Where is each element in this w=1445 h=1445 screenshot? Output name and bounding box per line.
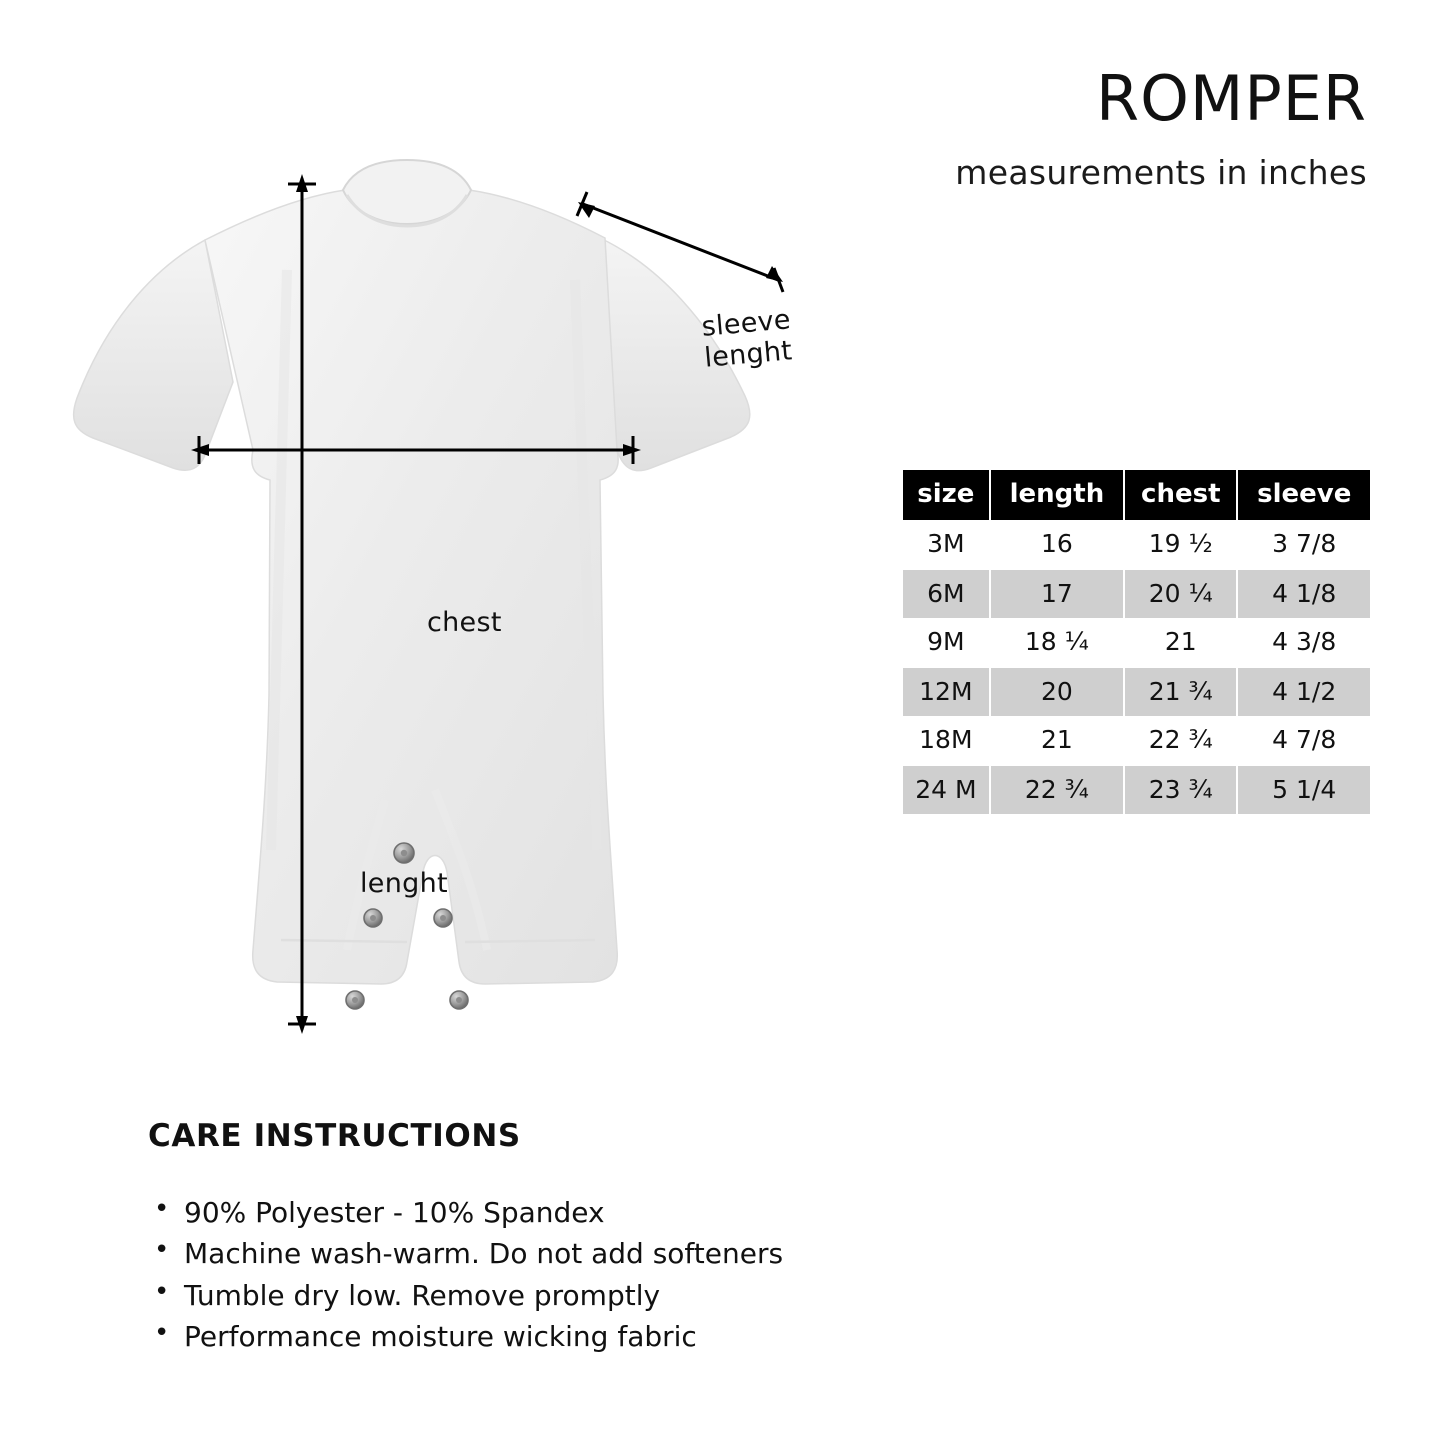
cell-chest: 20 ¼ <box>1124 569 1237 618</box>
cell-sleeve: 3 7/8 <box>1237 520 1370 569</box>
list-item: • 90% Polyester - 10% Spandex <box>148 1192 908 1233</box>
cell-chest: 21 <box>1124 618 1237 667</box>
cell-length: 22 ¾ <box>990 765 1124 814</box>
size-chart <box>903 470 1370 814</box>
cell-chest: 22 ¾ <box>1124 716 1237 765</box>
cell-sleeve: 4 3/8 <box>1237 618 1370 667</box>
cell-length: 20 <box>990 667 1124 716</box>
sleeve-label-line1: sleeve <box>700 304 793 343</box>
cell-chest: 19 ½ <box>1124 520 1237 569</box>
cell-sleeve: 4 1/8 <box>1237 569 1370 618</box>
table-row <box>903 569 1370 618</box>
page-title: ROMPER <box>1095 62 1367 135</box>
romper-illustration <box>55 150 865 1050</box>
romper-svg <box>55 150 865 1050</box>
cell-sleeve: 4 1/2 <box>1237 667 1370 716</box>
cell-sleeve: 4 7/8 <box>1237 716 1370 765</box>
table-row <box>903 716 1370 765</box>
cell-length: 18 ¼ <box>990 618 1124 667</box>
cell-chest: 21 ¾ <box>1124 667 1237 716</box>
sleeve-measure-label <box>700 304 794 374</box>
care-instructions <box>148 1118 908 1358</box>
cell-chest: 23 ¾ <box>1124 765 1237 814</box>
care-instructions-heading: CARE INSTRUCTIONS <box>148 1118 521 1154</box>
cell-size: 12M <box>903 667 990 716</box>
page-subtitle: measurements in inches <box>955 153 1367 193</box>
column-header-size: size <box>903 470 990 520</box>
cell-size: 18M <box>903 716 990 765</box>
cell-size: 9M <box>903 618 990 667</box>
table-row <box>903 520 1370 569</box>
list-item: • Machine wash-warm. Do not add softeners <box>148 1233 908 1274</box>
cell-sleeve: 5 1/4 <box>1237 765 1370 814</box>
cell-length: 21 <box>990 716 1124 765</box>
column-header-chest: chest <box>1124 470 1237 520</box>
size-chart-table <box>903 470 1370 814</box>
table-row <box>903 667 1370 716</box>
cell-size: 6M <box>903 569 990 618</box>
table-header-row <box>903 470 1370 520</box>
cell-size: 24 M <box>903 765 990 814</box>
cell-length: 16 <box>990 520 1124 569</box>
header-block <box>807 62 1367 193</box>
table-row <box>903 618 1370 667</box>
cell-size: 3M <box>903 520 990 569</box>
chest-measure-label: chest <box>427 607 502 638</box>
list-item: • Tumble dry low. Remove promptly <box>148 1275 908 1316</box>
list-item: • Performance moisture wicking fabric <box>148 1316 908 1357</box>
care-instructions-list <box>148 1192 908 1358</box>
column-header-sleeve: sleeve <box>1237 470 1370 520</box>
table-row <box>903 765 1370 814</box>
length-measure-label: lenght <box>360 868 448 899</box>
sleeve-label-line2: lenght <box>703 335 794 374</box>
cell-length: 17 <box>990 569 1124 618</box>
column-header-length: length <box>990 470 1124 520</box>
